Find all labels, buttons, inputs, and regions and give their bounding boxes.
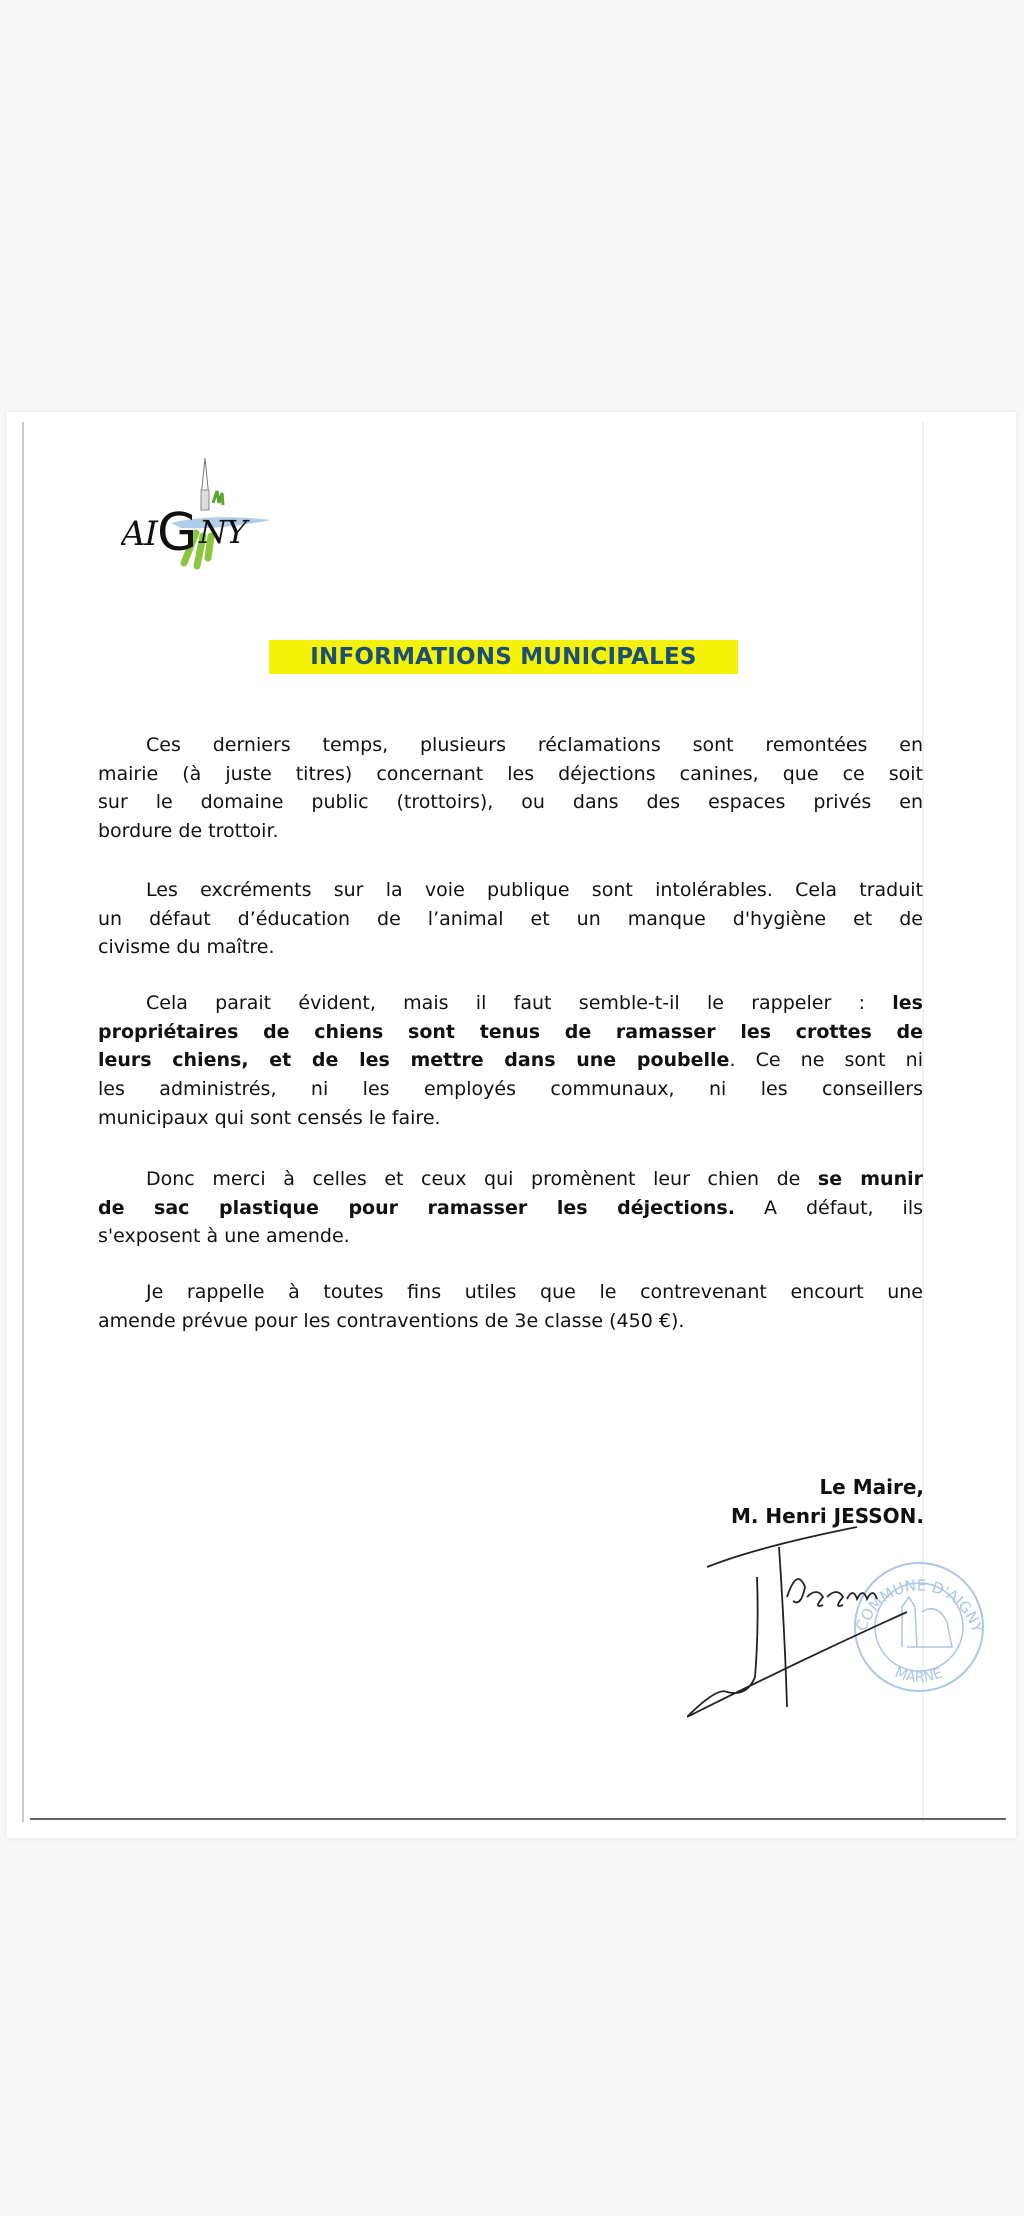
text-line: amende prévue pour les contraventions de 3e classe (450 €). <box>98 1309 685 1332</box>
text-span: Cela parait évident, mais il faut semble-t-il le rappeler : <box>146 992 893 1014</box>
text-line <box>98 1018 923 1047</box>
text-span: Donc merci à celles et ceux qui promènent leur chien de <box>146 1168 818 1190</box>
svg-text:AI: AI <box>121 514 157 554</box>
paragraph-5 <box>98 1278 923 1335</box>
bold-text: se munir <box>817 1168 923 1190</box>
text-line <box>98 989 923 1018</box>
bold-text: les <box>892 992 923 1014</box>
text-line: mairie (à juste titres) concernant les déjections canines, que ce soit <box>98 762 923 785</box>
bold-text: leurs chiens, et de les mettre dans une poubelle <box>98 1049 730 1072</box>
text-line: Ces derniers temps, plusieurs réclamations sont remontées en <box>146 734 923 756</box>
text-line <box>98 1046 923 1075</box>
svg-text:NY: NY <box>199 513 247 551</box>
text-line: sur le domaine public (trottoirs), ou dans des espaces privés en <box>98 791 923 814</box>
text-line <box>98 1194 923 1223</box>
signature-and-stamp <box>687 1517 1007 1737</box>
text-line: Les excréments sur la voie publique sont intolérables. Cela traduit <box>146 879 923 901</box>
aigny-logo <box>121 458 271 570</box>
document-page <box>7 412 1016 1838</box>
bold-text: propriétaires de chiens sont tenus de ramasser les crottes de <box>98 1020 923 1043</box>
paragraph-1 <box>98 731 923 846</box>
text-line: civisme du maître. <box>98 936 275 959</box>
text-line: s'exposent à une amende. <box>98 1225 350 1248</box>
text-line: un défaut d’éducation de l’animal et un manque d'hygiène et de <box>98 907 923 930</box>
text-span: . Ce ne sont ni <box>729 1049 923 1072</box>
bold-text: de sac plastique pour ramasser les déjections. <box>98 1196 735 1219</box>
text-span: A défaut, ils <box>734 1196 924 1219</box>
paragraph-4 <box>98 1165 923 1251</box>
paragraph-3 <box>98 989 923 1132</box>
text-line: les administrés, ni les employés communaux, ni les conseillers <box>98 1078 923 1101</box>
page-title: INFORMATIONS MUNICIPALES <box>269 640 738 674</box>
signatory-name: M. Henri JESSON. <box>730 1504 924 1528</box>
scan-edge-left <box>22 422 24 1822</box>
svg-text:G: G <box>157 503 198 563</box>
text-line: bordure de trottoir. <box>98 820 279 843</box>
scan-edge-bottom <box>30 1818 1006 1820</box>
svg-text:MARNE: MARNE <box>892 1664 945 1686</box>
paragraph-2 <box>98 876 923 962</box>
signatory-role: Le Maire, <box>819 1475 924 1499</box>
text-line: Je rappelle à toutes fins utiles que le contrevenant encourt une <box>146 1281 923 1303</box>
handwritten-signature <box>687 1527 907 1717</box>
text-line <box>98 1165 923 1194</box>
svg-text:COMMUNE D'AIGNY: COMMUNE D'AIGNY <box>852 1576 987 1635</box>
text-line: municipaux qui sont censés le faire. <box>98 1106 441 1129</box>
